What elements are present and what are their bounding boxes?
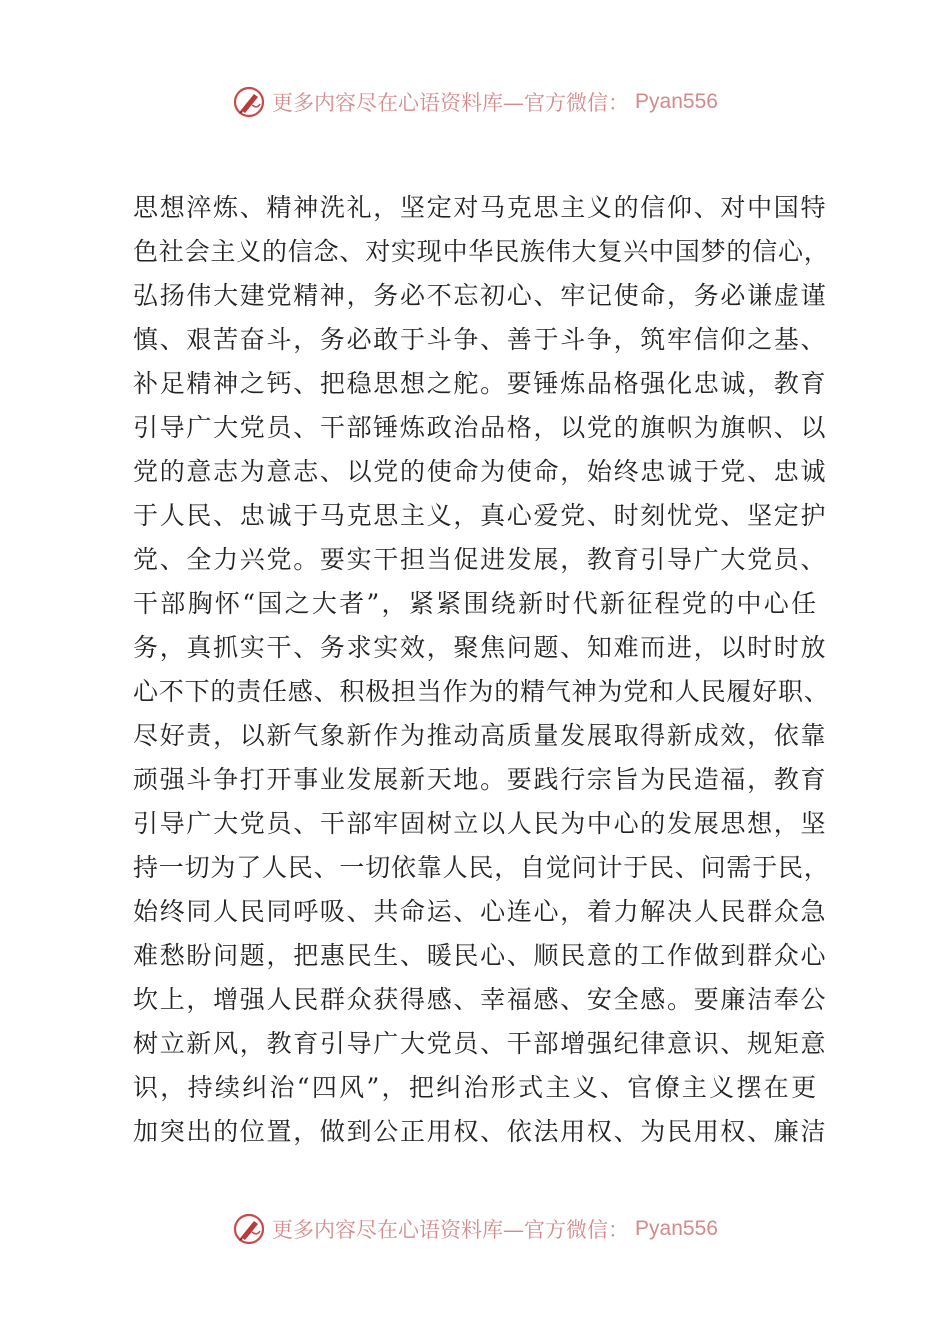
text-line: 引导广大党员、干部锤炼政治品格，以党的旗帜为旗帜、以 bbox=[133, 413, 828, 442]
text-line: 树立新风，教育引导广大党员、干部增强纪律意识、规矩意 bbox=[133, 1029, 828, 1058]
text-line: 加突出的位置，做到公正用权、依法用权、为民用权、廉洁 bbox=[133, 1117, 828, 1146]
text-line: 务，真抓实干、务求实效，聚焦问题、知难而进，以时时放 bbox=[133, 633, 828, 662]
text-line: 引导广大党员、干部牢固树立以人民为中心的发展思想，坚 bbox=[133, 809, 828, 838]
text-line: 心不下的责任感、积极担当作为的精气神为党和人民履好职、 bbox=[133, 677, 830, 706]
pen-logo-icon bbox=[232, 1212, 266, 1246]
document-body bbox=[133, 186, 833, 1154]
text-line: 尽好责，以新气象新作为推动高质量发展取得新成效，依靠 bbox=[133, 721, 828, 750]
text-line: 党、全力兴党。要实干担当促进发展，教育引导广大党员、 bbox=[133, 545, 828, 574]
watermark-wechat-id: Pyan556 bbox=[635, 90, 718, 113]
pen-logo-icon bbox=[232, 85, 266, 119]
watermark-text: 更多内容尽在心语资料库—官方微信： bbox=[272, 1218, 630, 1242]
text-line: 色社会主义的信念、对实现中华民族伟大复兴中国梦的信心， bbox=[133, 237, 830, 266]
watermark-wechat-id: Pyan556 bbox=[635, 1217, 718, 1240]
text-line: 干部胸怀“国之大者”，紧紧围绕新时代新征程党的中心任 bbox=[133, 589, 819, 618]
text-line: 补足精神之钙、把稳思想之舵。要锤炼品格强化忠诚，教育 bbox=[133, 369, 828, 398]
text-line: 思想淬炼、精神洗礼，坚定对马克思主义的信仰、对中国特 bbox=[133, 193, 828, 222]
header-watermark bbox=[0, 82, 950, 122]
text-line: 始终同人民同呼吸、共命运、心连心，着力解决人民群众急 bbox=[133, 897, 828, 926]
text-line: 坎上，增强人民群众获得感、幸福感、安全感。要廉洁奉公 bbox=[133, 985, 828, 1014]
text-line: 党的意志为意志、以党的使命为使命，始终忠诚于党、忠诚 bbox=[133, 457, 828, 486]
text-line: 顽强斗争打开事业发展新天地。要践行宗旨为民造福，教育 bbox=[133, 765, 828, 794]
text-line: 弘扬伟大建党精神，务必不忘初心、牢记使命，务必谦虚谨 bbox=[133, 281, 828, 310]
text-line: 识，持续纠治“四风”，把纠治形式主义、官僚主义摆在更 bbox=[133, 1073, 819, 1102]
footer-watermark bbox=[0, 1209, 950, 1249]
text-line: 于人民、忠诚于马克思主义，真心爱党、时刻忧党、坚定护 bbox=[133, 501, 828, 530]
watermark-text: 更多内容尽在心语资料库—官方微信： bbox=[272, 91, 630, 115]
text-line: 难愁盼问题，把惠民生、暖民心、顺民意的工作做到群众心 bbox=[133, 941, 828, 970]
text-line: 慎、艰苦奋斗，务必敢于斗争、善于斗争，筑牢信仰之基、 bbox=[133, 325, 828, 354]
text-line: 持一切为了人民、一切依靠人民，自觉问计于民、问需于民， bbox=[133, 853, 830, 882]
